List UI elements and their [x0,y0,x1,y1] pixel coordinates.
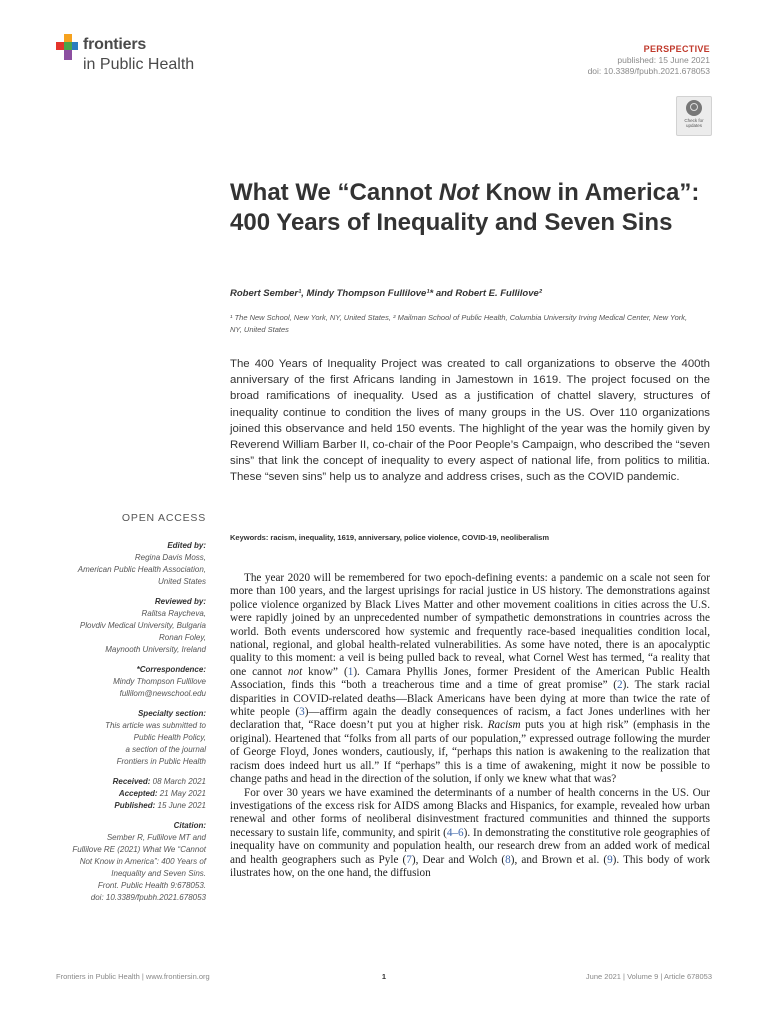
text-run: For over 30 years we have examined the determinants of a number of health concerns in the US. Our investigations of the excess risk for AIDS among Blacks and Hispanics, for example, revealed how urban renewal and other forms of neoliberal disinvestment fractured communities and thinned the supports necessary to sustain life, community, and spirit ( [230,786,710,839]
accepted-date [40,788,206,800]
text-run: ). The stark racial disparities in COVID-related deaths—Black Americans have been dying at more than twice the rate of white people ( [230,679,710,719]
text-run: ), and Brown et al. ( [510,853,608,866]
published-date: published: 15 June 2021 [617,55,710,65]
text-run-italic: Racism [487,719,521,732]
author-list[interactable]: Robert Sember¹, Mindy Thompson Fullilove¹* and Robert E. Fullilove² [230,288,542,299]
text-run: ). This body of work ilustrates how, on the one hand, the diffusion [230,853,710,879]
dates-section [40,776,206,812]
logo-word-frontiers: frontiers [83,36,147,53]
keywords: Keywords: racism, inequality, 1619, anniversary, police violence, COVID-19, neoliberalism [230,533,550,542]
affiliations: ¹ The New School, New York, NY, United States, ² Mailman School of Public Health, Columbia University Irving Medical Center, New York, NY, United States [230,313,688,334]
received-label: Received: [112,777,151,786]
journal-logo[interactable] [56,32,226,80]
text-run: The year 2020 will be remembered for two epoch-defining events: a pandemic on a scale not seen for more than 100 years, and the largest uprisings for racial justice in US history. The demonstrations against police violence organized by Black Lives Matter and other movement coalitions in cities across the U.S. were rapidly joined by an unprecedented number of sympathetic demonstrations in countries across the world. Both events underscored how systemic and frequently race-based inequalities condition local, national, regional, and global health-related vulnerabilities. As some have noted, there is an apocalyptic quality to this moment: a veil is being pulled back to reveal, what Cornel West has termed, “a reality that one cannot [230,572,710,678]
reviewer-name: Ralitsa Raycheva, [141,609,206,618]
published-date-sidebar [40,800,206,812]
abstract: The 400 Years of Inequality Project was created to call organizations to observe the 400th anniversary of the first Africans landing in Jamestown in 1619. The project focused on the broad ramifications of inequality. Used as a justification of chattel slavery, structures of inequality continue to condition the lives of many groups in the US. Over 110 organizations joined this observance and held 150 events. The highlight of the year was the homily given by Reverend William Barber II, co-chair of the Poor People’s Campaign, who described the “seven sins” that link the concept of inequality to every aspect of national life, from politics to militia. These “seven sins” help us to analyze and address crises, such as the COVID pandemic. [230,358,710,484]
check-updates-icon [686,100,702,116]
frontiers-logo-icon [56,34,80,62]
specialty-line: Public Health Policy, [133,733,206,742]
body-paragraph [230,787,710,881]
text-run: ). In demonstrating the constitutive role geographies of inequality have on community and population health, our research drew from an added work of medical and health geographers such as Pyle ( [230,826,711,866]
editor-country: United States [157,577,206,586]
reference-link[interactable]: 8 [505,853,511,866]
article-body [230,572,710,880]
text-run: know” ( [302,665,348,678]
reviewer-affiliation: Plovdiv Medical University, Bulgaria [79,621,206,630]
reference-link[interactable]: 3 [299,706,305,719]
check-updates-label: Check for updates [684,118,704,128]
citation-label: Citation: [173,821,206,830]
title-italic: Not [438,179,479,206]
text-run: )—affirm again the deadly consequences of racism, a fact Jones underlines with her declaration that, “Race doesn’t put you at higher risk. [230,706,710,732]
reviewer-affiliation: Maynooth University, Ireland [105,645,206,654]
text-run-italic: not [287,665,303,678]
article-doi[interactable]: doi: 10.3389/fpubh.2021.678053 [587,66,710,76]
edited-by-label: Edited by: [167,541,206,550]
specialty-line: This article was submitted to [105,721,206,730]
text-run: ). Camara Phyllis Jones, former President of the American Public Health Association, finds this “both a treacherous time and a time of great promise” ( [230,665,711,692]
specialty-line: Frontiers in Public Health [116,757,206,766]
reviewer-name: Ronan Foley, [159,633,206,642]
correspondence-email[interactable]: fullilom@newschool.edu [119,689,206,698]
footer-issue-info: June 2021 | Volume 9 | Article 678053 [585,972,712,981]
specialty-label: Specialty section: [137,709,206,718]
article-meta [588,44,710,77]
reference-link[interactable]: 1 [347,665,354,678]
citation-line: Front. Public Health 9:678053. [97,881,206,890]
check-for-updates-button[interactable] [676,96,712,136]
correspondence-name: Mindy Thompson Fullilove [113,677,206,686]
reference-link[interactable]: 9 [607,853,613,866]
reference-link[interactable]: 2 [616,679,623,692]
citation-doi[interactable]: doi: 10.3389/fpubh.2021.678053 [90,893,206,902]
edited-by-section [40,540,206,588]
editor-name: Regina Davis Moss, [134,553,206,562]
reviewed-by-label: Reviewed by: [154,597,206,606]
correspondence-label: *Correspondence: [136,665,206,674]
reference-link[interactable]: 7 [406,853,412,866]
article-title [230,178,720,238]
accepted-label: Accepted: [118,789,158,798]
editor-affiliation: American Public Health Association, [77,565,206,574]
body-paragraph [230,572,710,787]
published-label: Published: [114,801,156,810]
reviewed-by-section [40,596,206,656]
open-access-label: OPEN ACCESS [121,512,206,524]
published-value: 15 June 2021 [157,801,206,810]
title-part1: What We “Cannot [230,179,439,206]
accepted-value: 21 May 2021 [159,789,206,798]
article-type: PERSPECTIVE [643,44,710,54]
text-run: puts you at high risk” (emphasis in the original). Heartened that “folks from all parts of our population,” expressed outrage following the murder of George Floyd, Jones wonders, cautiously, if, “perhaps this nation is awakening to the realization that racism does indeed hurt us all.” If “perhaps” this is a time of awakening, might it now be possible to change paths and head in the direction of the solution, if only we knew what that was? [230,719,710,786]
citation-line: Fullilove RE (2021) What We “Cannot [72,845,206,854]
reference-link[interactable]: 4–6 [446,826,464,839]
received-value: 08 March 2021 [152,777,206,786]
article-sidebar [40,540,206,912]
citation-line: Not Know in America”: 400 Years of [79,857,206,866]
page-number: 1 [381,972,387,981]
correspondence-section [40,664,206,700]
specialty-line: a section of the journal [125,745,206,754]
citation-section [40,820,206,904]
logo-word-journal: in Public Health [83,56,195,73]
title-part2: Know in America”: 400 Years of Inequality and Seven Sins [230,179,700,236]
specialty-section [40,708,206,768]
citation-line: Sember R, Fullilove MT and [106,833,206,842]
footer-journal-link[interactable]: Frontiers in Public Health | www.frontiersin.org [56,972,210,981]
text-run: ), Dear and Wolch ( [411,853,506,866]
citation-line: Inequality and Seven Sins. [111,869,206,878]
received-date [40,776,206,788]
